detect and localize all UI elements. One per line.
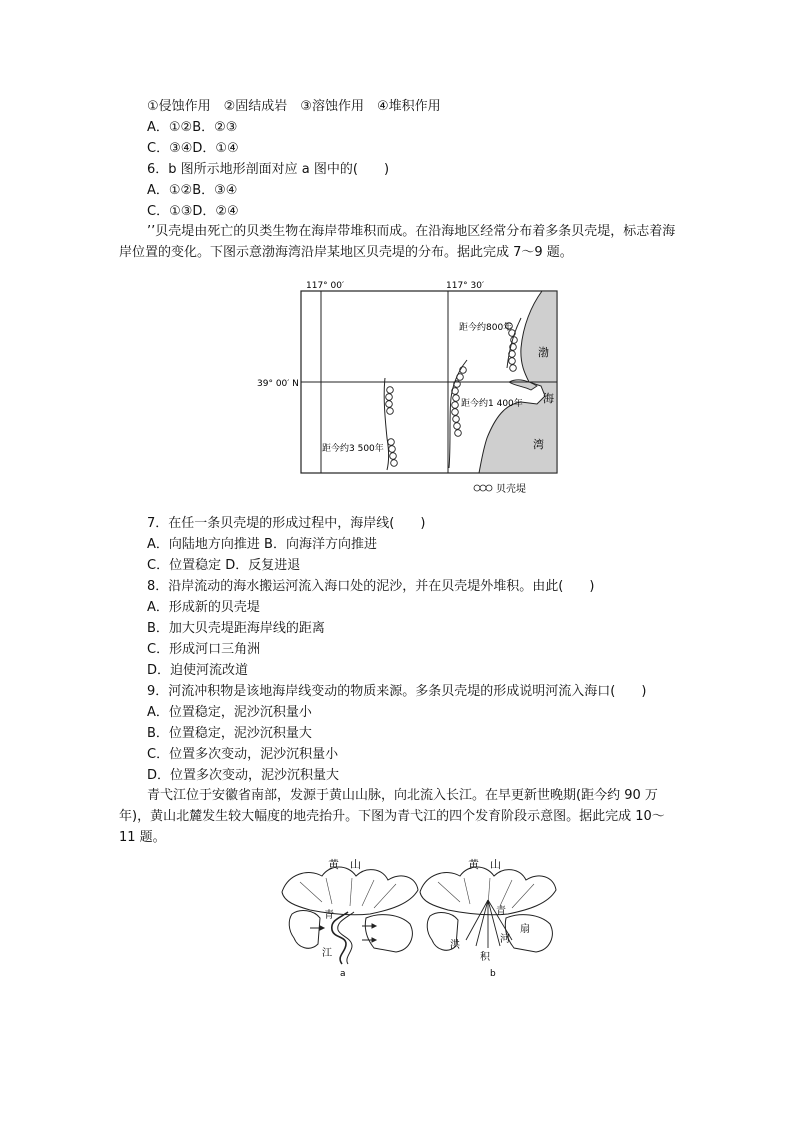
- legend-shell-ridge-symbol: [474, 485, 492, 491]
- q6-option-ab: A．①②B．③④: [147, 183, 238, 198]
- panel-b-mountain-label: 黄 山: [468, 858, 501, 871]
- q8-option-a: A．形成新的贝壳堤: [147, 600, 260, 615]
- panel-a-river-label-qing: 青: [324, 910, 334, 921]
- q9-option-b: B．位置稳定，泥沙沉积量大: [147, 726, 312, 741]
- q8-option-b: B．加大贝壳堤距海岸线的距离: [147, 621, 325, 636]
- sea-label-wan: 湾: [533, 438, 544, 451]
- q5-option-cd: C．③④D．①④: [147, 141, 239, 156]
- lon-label-117-30: 117° 30′: [446, 281, 485, 291]
- q7-stem: 7．在任一条贝壳堤的形成过程中，海岸线( ): [147, 516, 426, 531]
- q9-option-a: A．位置稳定，泥沙沉积量小: [147, 705, 312, 720]
- sea-label-hai: 海: [543, 392, 554, 405]
- panel-a-river-label-jiang: 江: [322, 948, 332, 959]
- sea-label-bo: 渤: [538, 346, 549, 359]
- lat-label-39-00: 39° 00′ N: [257, 379, 299, 389]
- panel-b-label-he: 河: [500, 934, 510, 945]
- intro-paragraph-qingyi-river: 青弋江位于安徽省南部，发源于黄山山脉，向北流入长江。在早更新世晚期(距今约 90 万年)，黄山北麓发生较大幅度的地壳抬升。下图为青弋江的四个发育阶段示意图。据此完成 10～11 题。: [119, 788, 665, 845]
- q9-option-c: C．位置多次变动，泥沙沉积量小: [147, 747, 339, 762]
- panel-a-caption: a: [340, 969, 346, 979]
- intro-paragraph-shell-ridge: ’’贝壳堤由死亡的贝类生物在海岸带堆积而成。在沿海地区经常分布着多条贝壳堤，标志着海岸位置的变化。下图示意渤海湾沿岸某地区贝壳堤的分布。据此完成 7～9 题。: [119, 224, 676, 260]
- panel-b-label-hong: 洪: [450, 940, 460, 951]
- q7-option-cd: C．位置稳定 D．反复进退: [147, 558, 301, 573]
- q9-stem: 9．河流冲积物是该地海岸线变动的物质来源。多条贝壳堤的形成说明河流入海口( ): [147, 684, 647, 699]
- label-3500-years: 距今约3 500年: [322, 444, 384, 454]
- q6-stem: 6．b 图所示地形剖面对应 a 图中的( ): [147, 162, 390, 177]
- q9-option-d: D．位置多次变动，泥沙沉积量大: [147, 768, 340, 783]
- label-800-years: 距今约800年: [459, 323, 513, 333]
- q6-option-cd: C．①③D．②④: [147, 204, 239, 219]
- q8-option-c: C．形成河口三角洲: [147, 642, 261, 657]
- q7-option-ab: A．向陆地方向推进 B．向海洋方向推进: [147, 537, 377, 552]
- legend-label: 贝壳堤: [496, 484, 526, 495]
- panel-a-mountain-label: 黄 山: [328, 858, 361, 871]
- q8-stem: 8．沿岸流动的海水搬运河流入海口处的泥沙，并在贝壳堤外堆积。由此( ): [147, 579, 595, 594]
- label-1400-years: 距今约1 400年: [461, 399, 523, 409]
- q5-option-ab: A．①②B．②③: [147, 120, 238, 135]
- panel-b-caption: b: [490, 969, 496, 979]
- panel-b-label-ji: 积: [480, 952, 490, 963]
- panel-b-label-shan: 扇: [520, 924, 530, 935]
- shell-ridge-map: [255, 278, 565, 498]
- panel-b-label-qing: 青: [496, 906, 506, 917]
- q8-option-d: D．迫使河流改道: [147, 663, 249, 678]
- qingyi-river-stage-diagram: [270, 852, 580, 982]
- lon-label-117-00: 117° 00′: [306, 281, 345, 291]
- q5-options: ①侵蚀作用 ②固结成岩 ③溶蚀作用 ④堆积作用: [147, 99, 441, 114]
